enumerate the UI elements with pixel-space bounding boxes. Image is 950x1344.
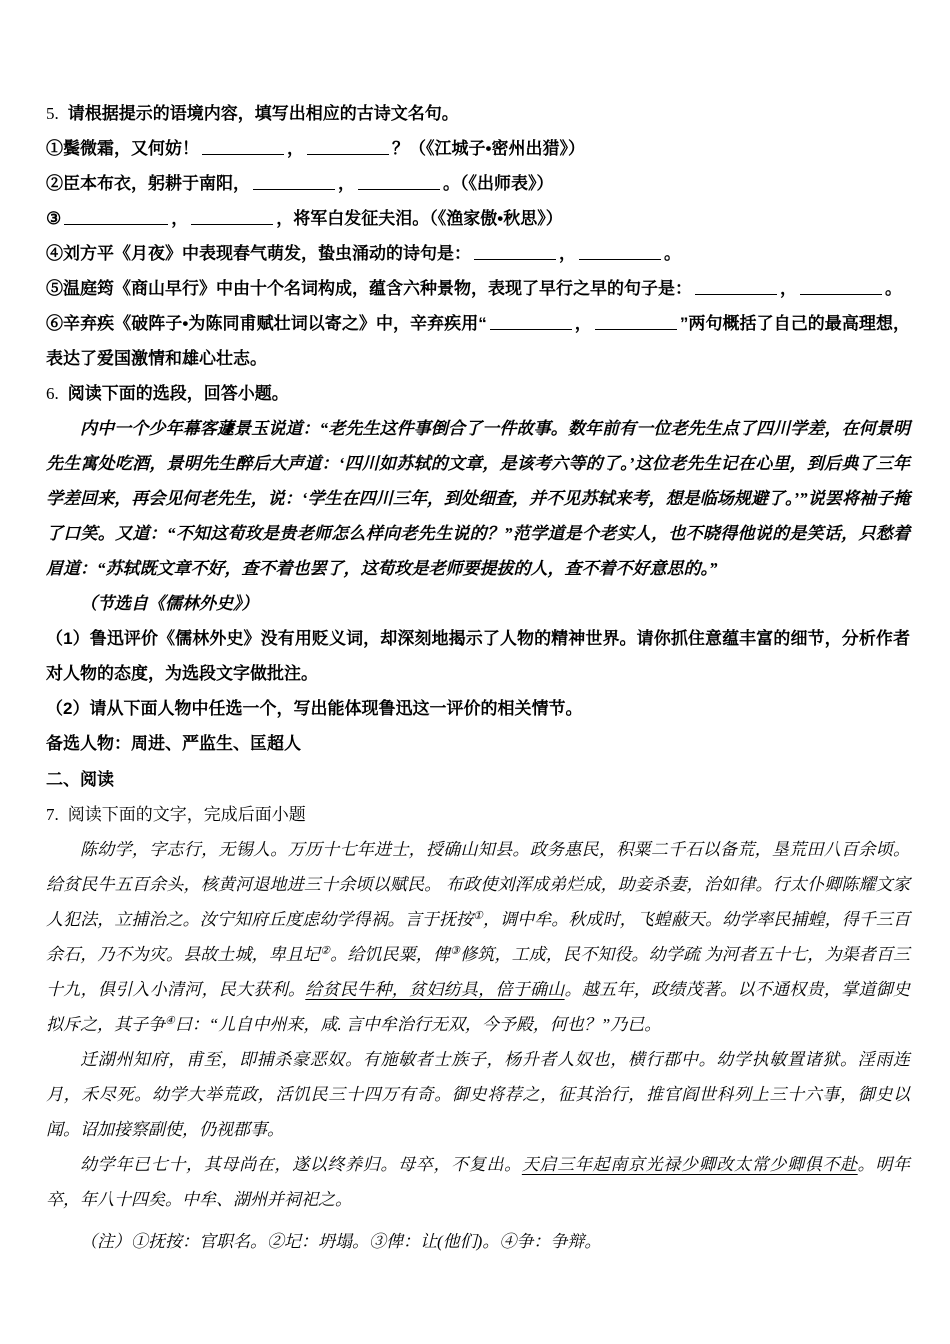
q5-item-4 bbox=[46, 236, 910, 271]
q5-item-5 bbox=[46, 271, 910, 306]
question-5 bbox=[46, 96, 910, 376]
q7-p1-text: 修筑，工成，民不知役。幼学疏 为河者五十七，为渠者百三十九，俱引入小清河，民大获利。 bbox=[46, 945, 910, 999]
fill-in-blank bbox=[358, 187, 440, 190]
footnote-marker-2: ② bbox=[320, 945, 331, 957]
question-6 bbox=[46, 376, 910, 761]
q5-item-1-post: ？（《江城子•密州出猎》） bbox=[392, 139, 585, 158]
fill-in-blank bbox=[191, 222, 273, 225]
question-5-number: 5. bbox=[46, 104, 59, 123]
question-5-header bbox=[46, 96, 910, 131]
fill-in-blank bbox=[202, 152, 284, 155]
q5-item-3 bbox=[46, 201, 910, 236]
fill-in-blank bbox=[579, 257, 661, 260]
q5-item-3-post: ，将军白发征夫泪。（《渔家傲•秋思》） bbox=[276, 209, 563, 228]
q7-p1-text: 。越五年，政绩茂著。以不通权贵，掌道御史拟斥之，其子争 bbox=[46, 980, 911, 1034]
footnote-marker-3: ③ bbox=[450, 945, 461, 957]
q7-p1-text: 陈幼学，字志行，无锡人。万历十七年进士，授确山知县。政务惠民，积粟二千石以备荒，垦荒田八百余顷。给贫民牛五百余头，核黄河退地进三十余顷以赋民。 布政使刘浑成弟烂成，助妾杀妻，治如律。行太仆卿陈耀文家人犯法，立捕治之。汝宁知府丘度虑幼学得祸。言于抚按 bbox=[46, 840, 910, 929]
q7-p3-text: 幼学年已七十，其母尚在，遂以终养归。母卒，不复出。 bbox=[80, 1155, 522, 1174]
q5-item-1 bbox=[46, 131, 910, 166]
q5-item-4-post: 。 bbox=[664, 244, 681, 263]
q7-notes: （注）①抚按：官职名。②圮：坍塌。③俾：让(他们)。④争：争辩。 bbox=[80, 1232, 602, 1251]
q5-item-4-pre: ④刘方平《月夜》中表现春气萌发，蛰虫涌动的诗句是： bbox=[46, 244, 471, 263]
footnote-marker-4: ④ bbox=[165, 1015, 175, 1027]
fill-in-blank bbox=[800, 292, 882, 295]
q5-item-2-pre: ②臣本布衣，躬耕于南阳， bbox=[46, 174, 250, 193]
q7-p1-underlined-phrase: 给贫民牛种，贫妇纺具，倍于确山 bbox=[305, 980, 565, 999]
q5-item-5-pre: ⑤温庭筠《商山早行》中由十个名词构成，蕴含六种景物，表现了早行之早的句子是： bbox=[46, 279, 692, 298]
q6-candidates: 备选人物：周进、严监生、匡超人 bbox=[46, 734, 301, 753]
question-7-number: 7. bbox=[46, 805, 59, 824]
q5-item-6-post: ”两句概括了自己的最高理想，表达了爱国激情和雄心壮志。 bbox=[46, 314, 911, 368]
fill-in-blank bbox=[64, 222, 168, 225]
q7-paragraph-2: 迁湖州知府，甫至，即捕杀豪恶奴。有施敏者士族子，杨升者人奴也，横行郡中。幼学执敏置诸狱。淫雨连月，禾尽死。幼学大举荒政，活饥民三十四万有奇。御史将荐之，征其治行，推官阎世科列上三十六事，御史以闻。诏加接察副使，仍视郡事。 bbox=[46, 1050, 910, 1139]
q5-item-6-sep: ， bbox=[574, 314, 592, 333]
fill-in-blank bbox=[490, 327, 572, 330]
footnote-marker-1: ① bbox=[473, 910, 484, 922]
q6-subquestion-1: （1）鲁迅评价《儒林外史》没有用贬义词，却深刻地揭示了人物的精神世界。请你抓住意蕴丰富的细节，分析作者对人物的态度，为选段文字做批注。 bbox=[46, 629, 910, 683]
q7-paragraph-1 bbox=[46, 832, 910, 1042]
q5-item-2 bbox=[46, 166, 910, 201]
fill-in-blank bbox=[307, 152, 389, 155]
q5-item-2-post: 。（《出师表》） bbox=[443, 174, 554, 193]
fill-in-blank bbox=[595, 327, 677, 330]
section-2-heading: 二、阅读 bbox=[46, 770, 114, 789]
question-5-prompt: 请根据提示的语境内容，填写出相应的古诗文名句。 bbox=[67, 104, 459, 123]
q5-item-5-post: 。 bbox=[885, 279, 902, 298]
question-7-header bbox=[46, 797, 910, 832]
q5-item-6-pre: ⑥辛弃疾《破阵子•为陈同甫赋壮词以寄之》中，辛弃疾用“ bbox=[46, 314, 487, 333]
q5-item-3-sep: ， bbox=[171, 209, 189, 228]
question-6-header bbox=[46, 376, 910, 411]
q6-passage: 内中一个少年幕客蘧景玉说道：“老先生这件事倒合了一件故事。数年前有一位老先生点了四川学差，在何景明先生寓处吃酒，景明先生醉后大声道：‘四川如苏轼的文章，是该考六等的了。’这位老先生记在心里，到后典了三年学差回来，再会见何老先生，说：‘学生在四川三年，到处细查，并不见苏轼来考，想是临场规避了。’”说罢将袖子掩了口笑。又道：“不知这荀玫是贵老师怎么样向老先生说的？”范学道是个老实人，也不晓得他说的是笑话，只愁着眉道：“苏轼既文章不好，查不着也罢了，这荀玫是老师要提拔的人，查不着不好意思的。” bbox=[46, 419, 910, 578]
q5-item-4-sep: ， bbox=[559, 244, 576, 263]
q7-p1-text: 曰：“儿自中州来，咸. 言中牟治行无双，今予殿，何也？”乃已。 bbox=[174, 1015, 662, 1034]
q7-p1-text: 。给饥民粟，俾 bbox=[330, 945, 451, 964]
q6-source: （节选自《儒林外史》） bbox=[80, 594, 259, 613]
fill-in-blank bbox=[253, 187, 335, 190]
q5-item-1-sep: ， bbox=[287, 139, 304, 158]
question-6-number: 6. bbox=[46, 384, 59, 403]
q6-subquestion-2: （2）请从下面人物中任选一个，写出能体现鲁迅这一评价的相关情节。 bbox=[46, 699, 583, 718]
question-6-prompt: 阅读下面的选段，回答小题。 bbox=[67, 384, 289, 403]
q5-item-3-pre: ③ bbox=[46, 209, 62, 228]
fill-in-blank bbox=[695, 292, 777, 295]
fill-in-blank bbox=[474, 257, 556, 260]
question-7 bbox=[46, 797, 910, 1259]
q7-p3-underlined-phrase: 天启三年起南京光禄少卿改太常少卿俱不赴 bbox=[521, 1155, 858, 1174]
q7-p3-text: 。明年卒，年八十四矣。中牟、湖州并祠祀之。 bbox=[46, 1155, 911, 1209]
q7-paragraph-3 bbox=[46, 1147, 910, 1217]
q5-item-2-sep: ， bbox=[338, 174, 355, 193]
q5-item-6 bbox=[46, 306, 910, 376]
question-7-prompt: 阅读下面的文字，完成后面小题 bbox=[67, 805, 306, 824]
q5-item-1-pre: ①鬓微霜，又何妨！ bbox=[46, 139, 199, 158]
q7-p1-text: ，调中牟。秋成时，飞蝗蔽天。幼学率民捕蝗，得千三百余石，乃不为灾。县故土城，卑且圮 bbox=[46, 910, 910, 964]
q5-item-5-sep: ， bbox=[780, 279, 797, 298]
